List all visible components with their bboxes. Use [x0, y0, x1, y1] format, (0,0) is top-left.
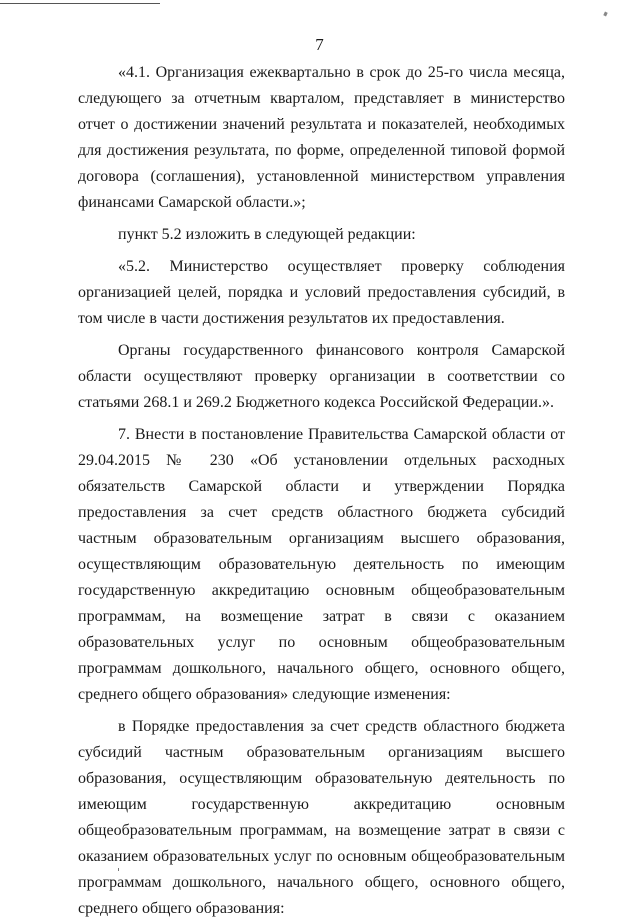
- page-number: 7: [315, 35, 324, 54]
- scan-tick: [118, 868, 119, 871]
- top-left-rule: [0, 3, 160, 4]
- paragraph-5-2: «5.2. Министерство осуществляет проверку соблюдения организацией целей, порядка и условий предоставления субсидий, в том числе в части достижения результатов их предоставления.: [78, 258, 565, 327]
- paragraph-4-1: «4.1. Организация ежеквартально в срок до 25-го числа месяца, следующего за отчетным кварталом, представляет в министерство отчет о достижении значений результата и показателей, необходимых для достижения результата, по форме, определенной типовой формой договора (соглашения), установленной министерством управления финансами Самарской области.»;: [78, 64, 565, 211]
- paragraph-item-5-2-intro: пункт 5.2 изложить в следующей редакции:: [118, 226, 416, 243]
- scan-mark: [603, 12, 607, 17]
- paragraph-procedure: в Порядке предоставления за счет средств областного бюджета субсидий частным образовательным организациям высшего образования, осуществляющим образовательную деятельность по имеющим государственную аккредитацию основным общеобразовательным программам, на возмещение затрат в связи с оказанием образовательных услуг по основным общеобразовательным программам дошкольного, начального общего, основного общего, среднего общего образования:: [78, 718, 565, 917]
- paragraph-item-7: 7. Внести в постановление Правительства Самарской области от 29.04.2015 № 230 «Об установлении отдельных расходных обязательств Самарской области и утверждении Порядка предоставления за счет средств областного бюджета субсидий частным образовательным организациям высшего образования, осуществляющим образовательную деятельность по имеющим государственную аккредитацию основным общеобразовательным программам, на возмещение затрат в связи с оказанием образовательных услуг по основным общеобразовательным программам дошкольного, начального общего, основного общего, среднего общего образования» следующие изменения:: [78, 426, 565, 703]
- paragraph-financial-control: Органы государственного финансового контроля Самарской области осуществляют проверку организации в соответствии со статьями 268.1 и 269.2 Бюджетного кодекса Российской Федерации.».: [78, 342, 565, 411]
- document-body: [78, 60, 565, 922]
